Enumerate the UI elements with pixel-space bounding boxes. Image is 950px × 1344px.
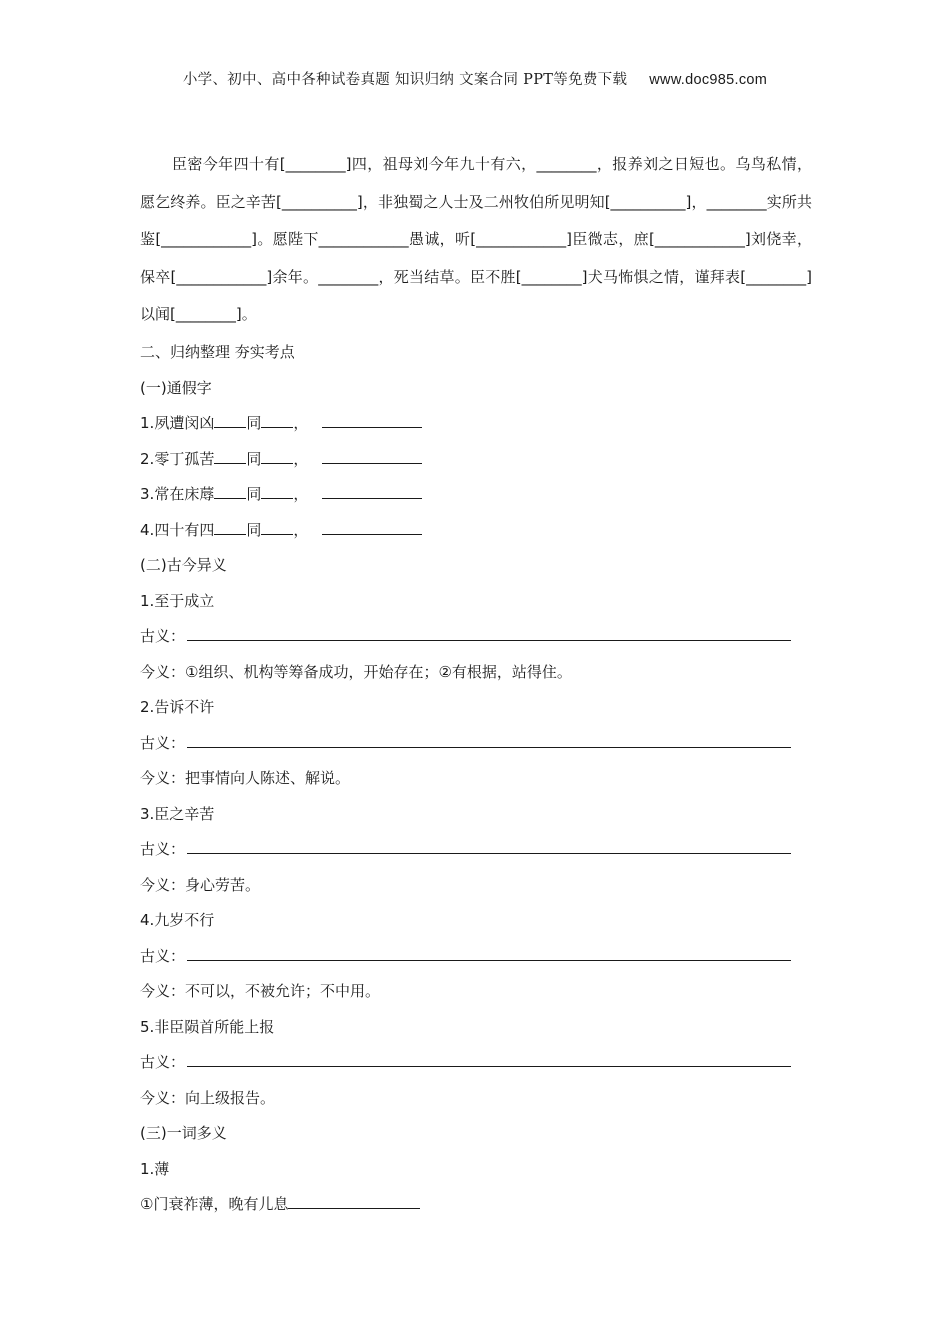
gujin-jin-1: 今义：①组织、机构等筹备成功，开始存在；②有根据，站得住。 xyxy=(140,662,572,681)
gujin-gu-1: 古义： xyxy=(140,619,812,655)
gujin-gu-2: 古义： xyxy=(140,726,812,762)
tongjia-item-1: 1.夙遭闵凶 同 ， xyxy=(140,406,812,442)
gujin-jin-5: 今义：向上级报告。 xyxy=(140,1088,276,1107)
answer-blank[interactable] xyxy=(214,484,246,499)
section2-title: 二、归纳整理 夯实考点 xyxy=(140,342,295,361)
tongjia-phrase: 夙遭闵凶 xyxy=(154,414,215,432)
gujin-title-2: 2.告诉不许 xyxy=(140,698,215,716)
document-body xyxy=(140,146,812,1223)
answer-line[interactable] xyxy=(187,1052,791,1067)
header-text: 小学、初中、高中各种试卷真题 知识归纳 文案合同 PPT等免费下载 xyxy=(182,72,628,88)
gujin-jin-4: 今义：不可以，不被允许；不中用。 xyxy=(140,982,381,1000)
answer-line[interactable] xyxy=(187,626,791,641)
answer-blank[interactable] xyxy=(322,413,422,428)
sub3-title: (三)一词多义 xyxy=(140,1124,227,1142)
gujin-title-3: 3.臣之辛苦 xyxy=(140,804,215,823)
answer-blank[interactable] xyxy=(261,484,293,499)
tongjia-phrase: 零丁孤苦 xyxy=(154,449,215,468)
tongjia-phrase: 常在床蓐 xyxy=(154,485,215,503)
passage: 臣密今年四十有[________]四，祖母刘今年九十有六，________，报养刘之日短也。乌鸟私情，愿乞终养。臣之辛苦[__________]，非独蜀之人士及二州牧伯所见明知[__________]，________实所共鉴[____________]。愿陛下____________愚诚，听[____________]臣微志，庶[____________]刘侥幸，保卒[____________]余年。________，死当结草。臣不胜[________]犬马怖惧之情，谨拜表[________]以闻[________]。 xyxy=(140,155,812,323)
gujin-gu-3: 古义： xyxy=(140,832,812,868)
tongjia-phrase: 四十有四 xyxy=(154,520,215,539)
tongjia-item-3: 3.常在床蓐 同 ， xyxy=(140,477,812,513)
answer-line[interactable] xyxy=(187,733,791,748)
answer-line[interactable] xyxy=(187,946,791,961)
gujin-jin-3: 今义：身心劳苦。 xyxy=(140,875,261,894)
gujin-title-5: 5.非臣陨首所能上报 xyxy=(140,1017,275,1036)
answer-blank[interactable] xyxy=(261,449,293,464)
answer-blank[interactable] xyxy=(322,449,422,464)
answer-blank[interactable] xyxy=(214,413,246,428)
gujin-title-4: 4.九岁不行 xyxy=(140,911,215,929)
sub1-title: (一)通假字 xyxy=(140,378,212,397)
gujin-gu-5: 古义： xyxy=(140,1045,812,1081)
yici-title: 1.薄 xyxy=(140,1159,170,1178)
header-site: www.doc985.com xyxy=(649,72,768,88)
answer-line[interactable] xyxy=(187,839,791,854)
sub2-title: (二)古今异义 xyxy=(140,556,227,574)
answer-blank[interactable] xyxy=(214,520,246,535)
answer-blank[interactable] xyxy=(214,449,246,464)
gujin-jin-2: 今义：把事情向人陈述、解说。 xyxy=(140,769,351,787)
answer-blank[interactable] xyxy=(322,484,422,499)
answer-blank[interactable] xyxy=(288,1194,420,1209)
gujin-gu-4: 古义： xyxy=(140,939,812,975)
tongjia-item-4: 4.四十有四 同 ， xyxy=(140,513,812,549)
answer-blank[interactable] xyxy=(261,413,293,428)
yici-item-1: ①门衰祚薄，晚有儿息 xyxy=(140,1187,812,1223)
gujin-title-1: 1.至于成立 xyxy=(140,591,215,610)
answer-blank[interactable] xyxy=(261,520,293,535)
page-header xyxy=(0,68,950,89)
tongjia-item-2: 2.零丁孤苦 同 ， xyxy=(140,442,812,478)
answer-blank[interactable] xyxy=(322,520,422,535)
